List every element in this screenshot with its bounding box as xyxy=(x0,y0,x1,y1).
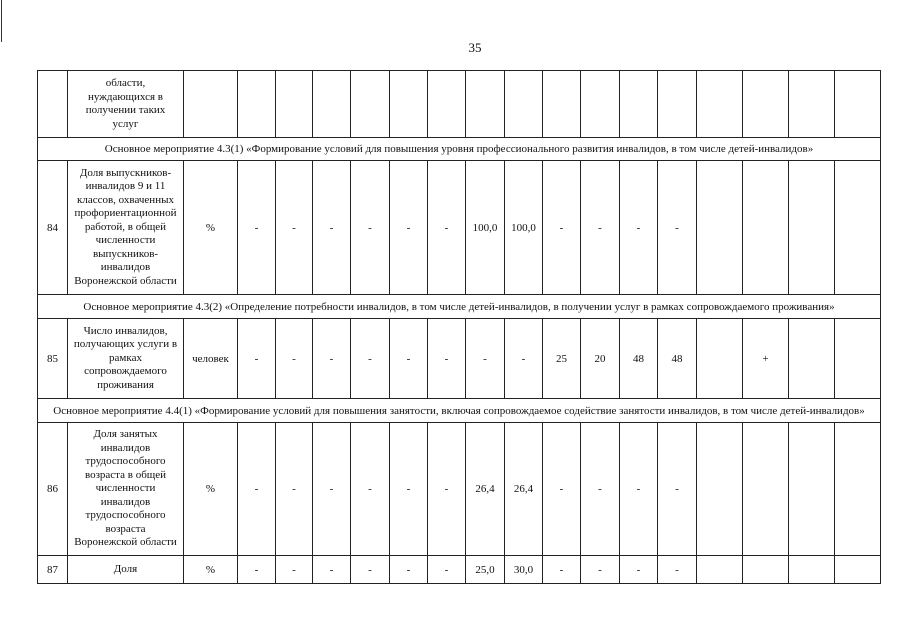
unit-cell: % xyxy=(184,556,238,584)
value-cell xyxy=(238,71,276,138)
value-cell xyxy=(428,71,466,138)
table-row-continuation xyxy=(38,71,881,138)
value-cell xyxy=(789,71,835,138)
table-row-87 xyxy=(38,556,881,584)
value-cell: - xyxy=(428,556,466,584)
value-cell xyxy=(351,71,390,138)
value-cell: - xyxy=(351,161,390,295)
unit-cell: % xyxy=(184,423,238,556)
value-cell xyxy=(543,71,581,138)
value-cell: - xyxy=(313,319,351,399)
value-cell: 20 xyxy=(581,319,620,399)
value-cell: - xyxy=(581,423,620,556)
row-number: 86 xyxy=(38,423,68,556)
row-number: 85 xyxy=(38,319,68,399)
value-cell: - xyxy=(276,423,313,556)
value-cell: - xyxy=(581,161,620,295)
value-cell xyxy=(505,71,543,138)
value-cell xyxy=(581,71,620,138)
value-cell xyxy=(697,423,743,556)
value-cell xyxy=(658,71,697,138)
value-cell: 25,0 xyxy=(466,556,505,584)
value-cell: - xyxy=(313,556,351,584)
value-cell: - xyxy=(238,556,276,584)
value-cell xyxy=(835,423,881,556)
value-cell xyxy=(789,161,835,295)
section-title: Основное мероприятие 4.3(1) «Формирование условий для повышения уровня профессионального развития инвалидов, в том числе детей-инвалидов» xyxy=(38,138,881,161)
section-row xyxy=(38,138,881,161)
value-cell: - xyxy=(390,556,428,584)
value-cell: - xyxy=(543,161,581,295)
value-cell: - xyxy=(276,556,313,584)
value-cell xyxy=(466,71,505,138)
value-cell xyxy=(697,556,743,584)
value-cell xyxy=(743,161,789,295)
value-cell xyxy=(697,161,743,295)
value-cell: 100,0 xyxy=(505,161,543,295)
value-cell: - xyxy=(658,161,697,295)
value-cell: - xyxy=(428,423,466,556)
value-cell: 48 xyxy=(658,319,697,399)
value-cell: - xyxy=(543,556,581,584)
value-cell: 48 xyxy=(620,319,658,399)
unit-cell: человек xyxy=(184,319,238,399)
indicator-name: Доля занятых инвалидов трудоспособного возраста в общей численности инвалидов трудоспособного возраста Воронежской области xyxy=(68,423,184,556)
value-cell: - xyxy=(620,423,658,556)
unit-cell: % xyxy=(184,161,238,295)
value-cell: 100,0 xyxy=(466,161,505,295)
value-cell: - xyxy=(428,161,466,295)
indicator-name: области, нуждающихся в получении таких услуг xyxy=(68,71,184,138)
value-cell: - xyxy=(620,556,658,584)
value-cell xyxy=(276,71,313,138)
value-cell: + xyxy=(743,319,789,399)
value-cell: 25 xyxy=(543,319,581,399)
row-number xyxy=(38,71,68,138)
value-cell xyxy=(620,71,658,138)
value-cell: - xyxy=(276,161,313,295)
section-title: Основное мероприятие 4.3(2) «Определение потребности инвалидов, в том числе детей-инвалидов, в получении услуг в рамках сопровождаемого проживания» xyxy=(38,295,881,319)
value-cell: - xyxy=(238,161,276,295)
value-cell: - xyxy=(390,161,428,295)
indicator-name: Доля выпускников- инвалидов 9 и 11 классов, охваченных профориентационной работой, в общей численности выпускников- инвалидов Воронежской области xyxy=(68,161,184,295)
value-cell: - xyxy=(313,423,351,556)
indicator-name: Доля xyxy=(68,556,184,584)
value-cell: - xyxy=(351,423,390,556)
indicator-name: Число инвалидов, получающих услуги в рамках сопровождаемого проживания xyxy=(68,319,184,399)
value-cell: - xyxy=(658,423,697,556)
value-cell: 26,4 xyxy=(505,423,543,556)
value-cell: - xyxy=(390,319,428,399)
value-cell xyxy=(743,71,789,138)
value-cell: - xyxy=(238,319,276,399)
value-cell xyxy=(789,423,835,556)
section-row xyxy=(38,399,881,423)
value-cell: 26,4 xyxy=(466,423,505,556)
row-number: 84 xyxy=(38,161,68,295)
value-cell: - xyxy=(351,319,390,399)
table-row-85 xyxy=(38,319,881,399)
value-cell xyxy=(697,319,743,399)
value-cell: - xyxy=(428,319,466,399)
value-cell: 30,0 xyxy=(505,556,543,584)
value-cell: - xyxy=(351,556,390,584)
value-cell: - xyxy=(543,423,581,556)
value-cell xyxy=(743,423,789,556)
unit-cell xyxy=(184,71,238,138)
value-cell xyxy=(697,71,743,138)
value-cell xyxy=(835,319,881,399)
page-number: 35 xyxy=(468,40,482,55)
value-cell xyxy=(743,556,789,584)
row-number: 87 xyxy=(38,556,68,584)
value-cell: - xyxy=(238,423,276,556)
section-row xyxy=(38,295,881,319)
section-title: Основное мероприятие 4.4(1) «Формирование условий для повышения занятости, включая сопровождаемое содействие занятости инвалидов, в том числе детей-инвалидов» xyxy=(38,399,881,423)
value-cell: - xyxy=(390,423,428,556)
value-cell: - xyxy=(276,319,313,399)
value-cell: - xyxy=(505,319,543,399)
value-cell xyxy=(835,71,881,138)
value-cell xyxy=(789,319,835,399)
scan-edge-mark xyxy=(1,0,2,42)
value-cell: - xyxy=(581,556,620,584)
value-cell xyxy=(313,71,351,138)
value-cell xyxy=(789,556,835,584)
value-cell xyxy=(390,71,428,138)
table-row-84 xyxy=(38,161,881,295)
indicators-table xyxy=(37,70,881,584)
value-cell: - xyxy=(466,319,505,399)
value-cell: - xyxy=(620,161,658,295)
value-cell: - xyxy=(658,556,697,584)
value-cell xyxy=(835,556,881,584)
table-row-86 xyxy=(38,423,881,556)
value-cell xyxy=(835,161,881,295)
value-cell: - xyxy=(313,161,351,295)
